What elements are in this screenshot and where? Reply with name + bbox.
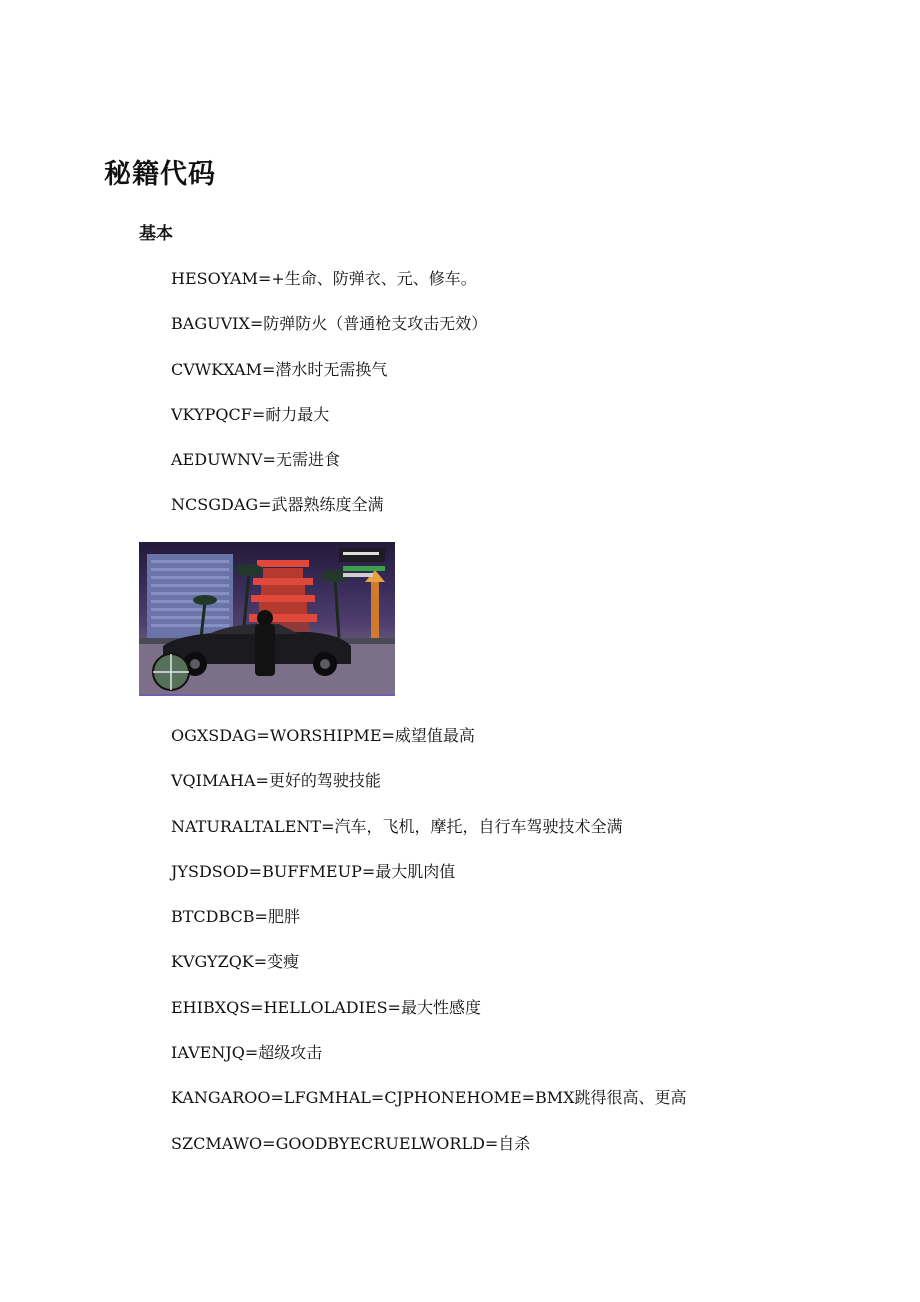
hud-health-bar: [343, 566, 385, 571]
code-line: VQIMAHA=更好的驾驶技能: [171, 771, 381, 791]
section-heading: 基本: [139, 224, 173, 244]
radar-minimap: [153, 654, 189, 690]
tower-right: [371, 582, 379, 640]
code-line: BAGUVIX=防弹防火（普通枪支攻击无效）: [171, 314, 488, 334]
cheat-code-list-2: [171, 724, 687, 1177]
code-line: JYSDSOD=BUFFMEUP=最大肌肉值: [171, 861, 456, 881]
player-character: [255, 610, 275, 676]
code-line: SZCMAWO=GOODBYECRUELWORLD=自杀: [171, 1133, 531, 1153]
code-line: NATURALTALENT=汽车，飞机，摩托，自行车驾驶技术全满: [171, 816, 623, 836]
code-line: AEDUWNV=无需进食: [171, 450, 340, 470]
code-line: OGXSDAG=WORSHIPME=威望值最高: [171, 726, 475, 745]
building-left: [147, 554, 233, 640]
code-line: HESOYAM=+生命、防弹衣、元、修车。: [171, 269, 477, 288]
code-line: KANGAROO=LFGMHAL=CJPHONEHOME=BMX跳得很高、更高: [171, 1088, 687, 1108]
code-line: VKYPQCF=耐力最大: [171, 404, 330, 424]
page-title: 秘籍代码: [104, 159, 216, 190]
game-scene-illustration: [139, 542, 395, 694]
code-line: BTCDBCB=肥胖: [171, 907, 300, 927]
code-line: EHIBXQS=HELLOLADIES=最大性感度: [171, 997, 481, 1017]
code-line: NCSGDAG=武器熟练度全满: [171, 495, 384, 515]
code-line: CVWKXAM=潜水时无需换气: [171, 359, 388, 379]
code-line: KVGYZQK=变瘦: [171, 952, 300, 972]
cheat-code-list-1: [171, 267, 487, 539]
code-line: IAVENJQ=超级攻击: [171, 1043, 323, 1063]
game-screenshot-image: [139, 542, 395, 696]
